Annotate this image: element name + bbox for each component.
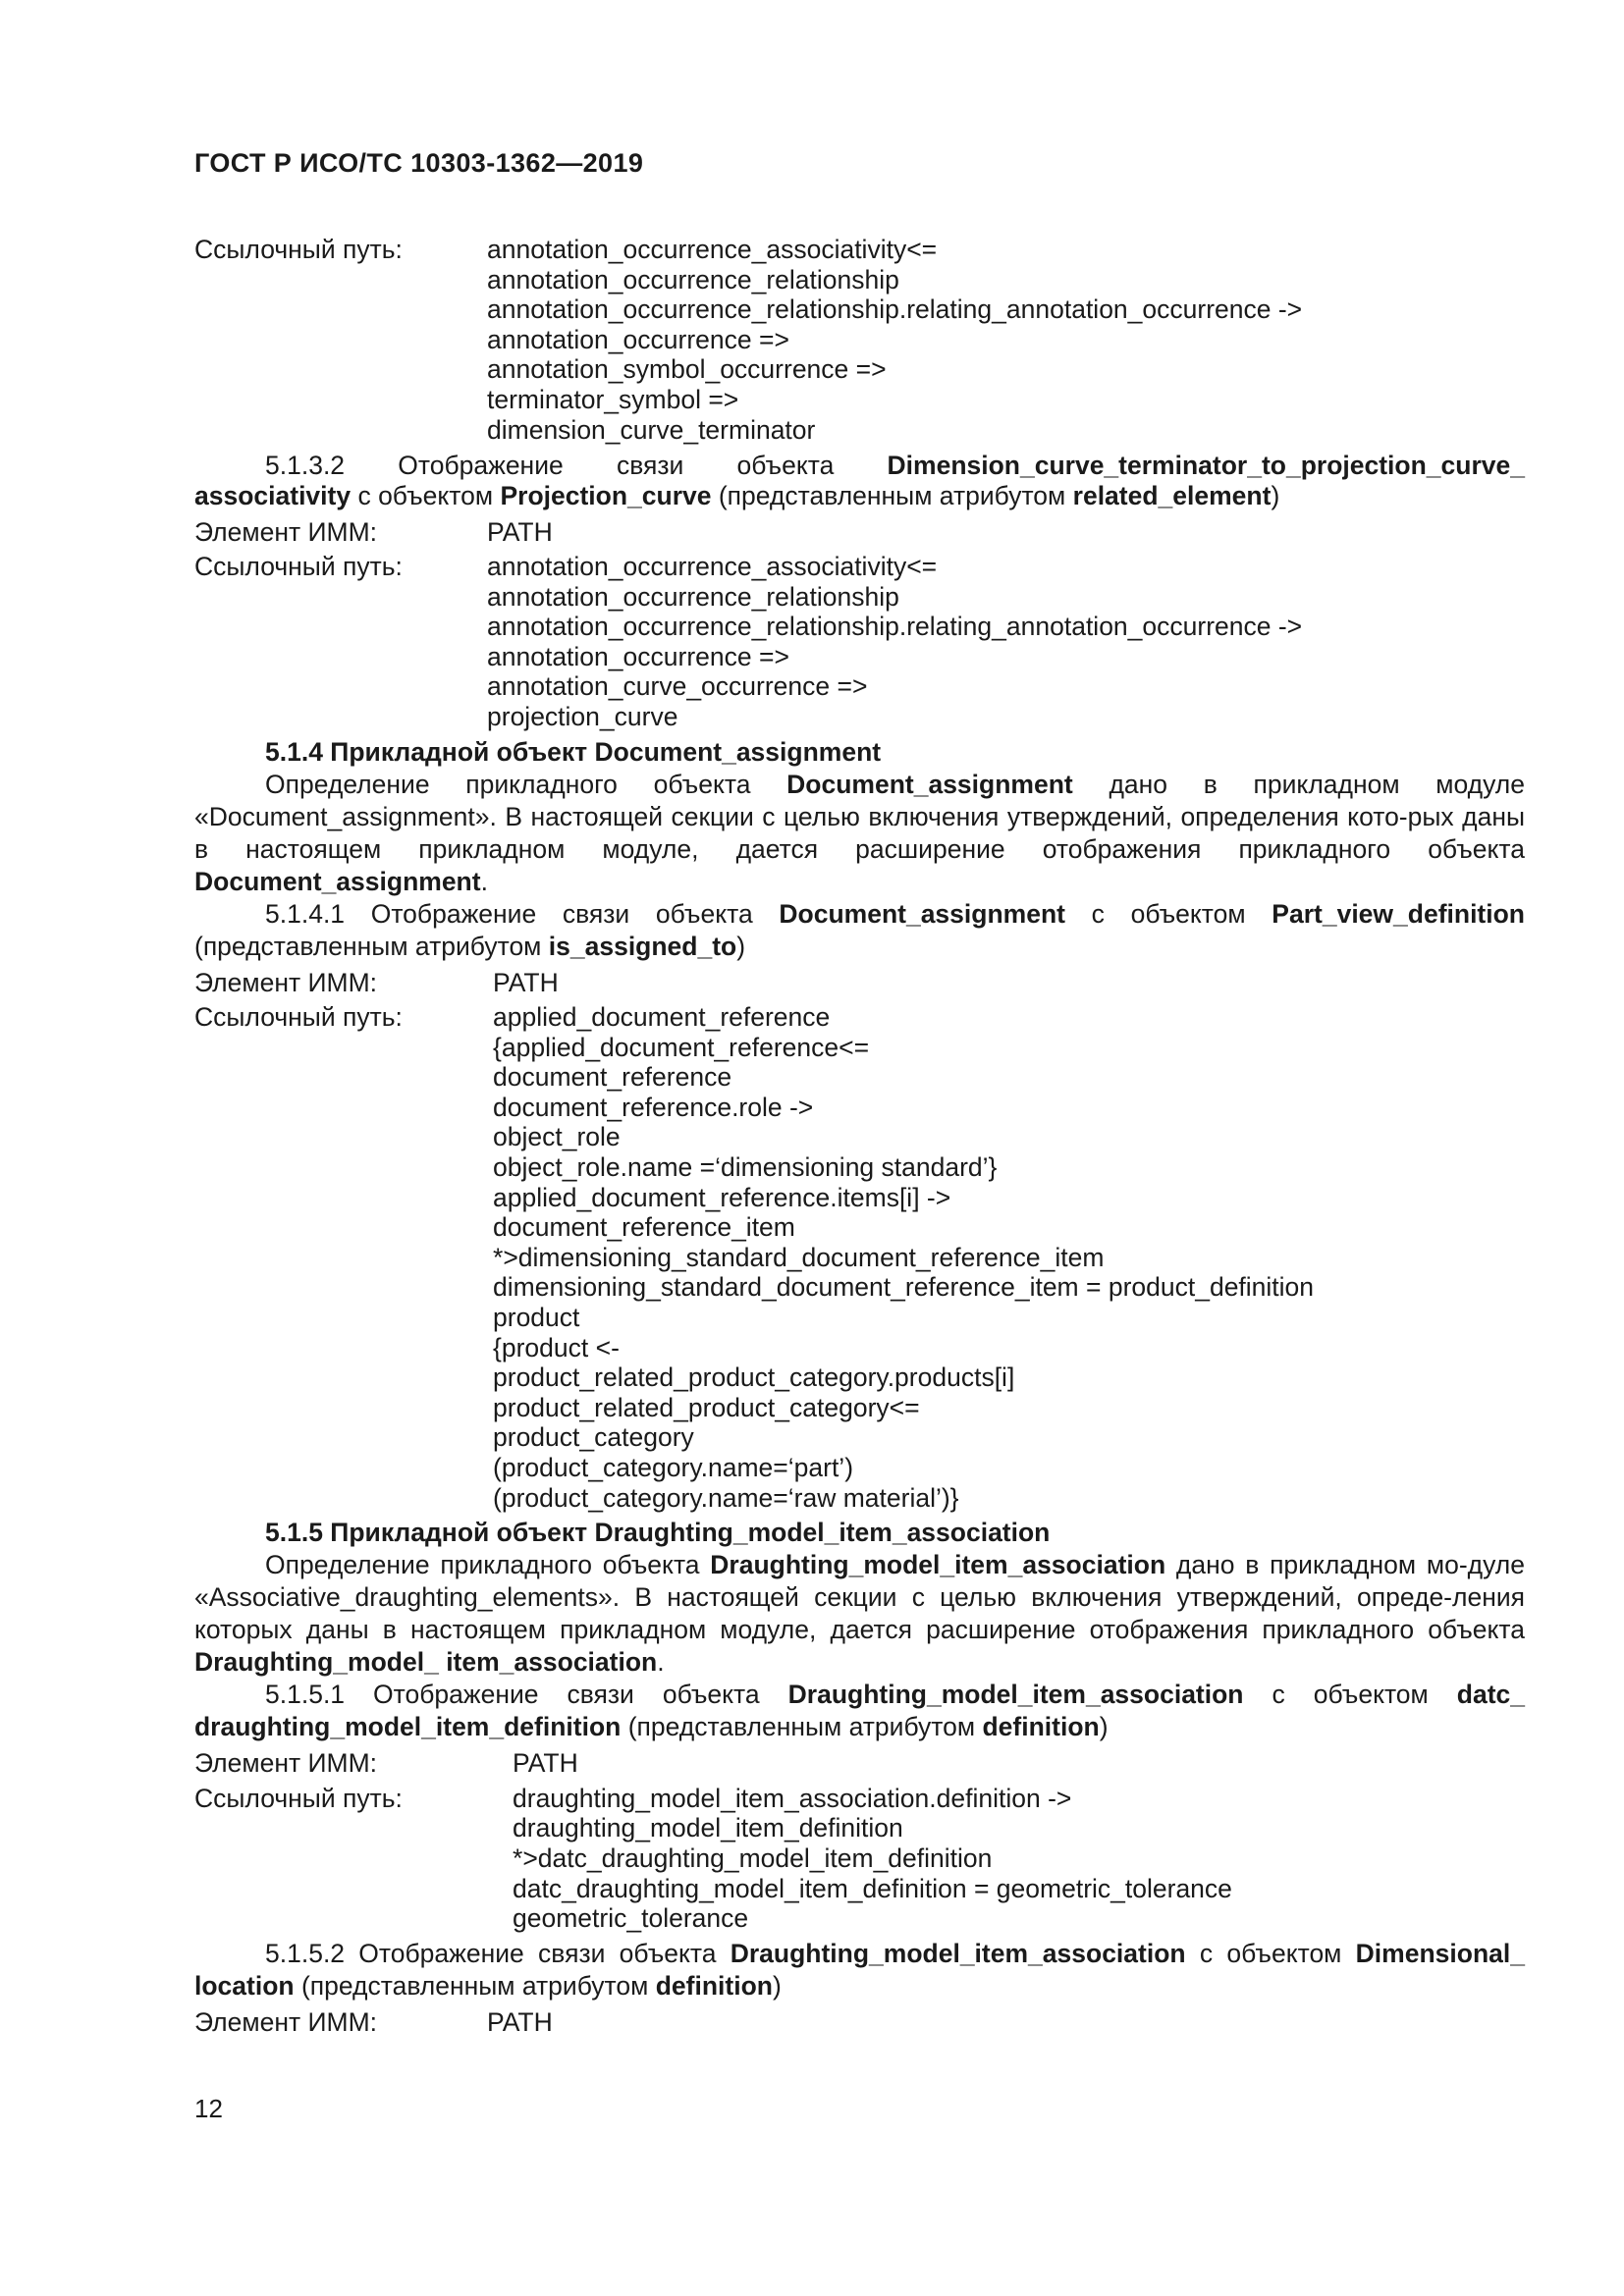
ref-path-label: Ссылочный путь:: [194, 551, 403, 581]
ref-path-lines: [493, 1002, 1314, 1513]
imm-element-label: Элемент ИММ:: [194, 967, 378, 997]
ref-path-lines: [487, 235, 1302, 445]
imm-element-field: [194, 2007, 1525, 2038]
document-body: [194, 0, 1525, 2037]
page-number: 12: [194, 2094, 223, 2123]
path-line: product: [493, 1303, 580, 1333]
path-line: annotation_occurrence =>: [487, 324, 789, 354]
path-line: annotation_occurrence =>: [487, 641, 789, 671]
imm-element-label: Элемент ИММ:: [194, 517, 378, 548]
clause-number: 5.1.3.2: [265, 451, 346, 481]
clause-5-1-5-1: 5.1.5.1 Отображение связи объекта Draughting_model_item_association с объектом datc_ draughting_model_item_definition (представленным атрибутом definition): [194, 1680, 1525, 1742]
imm-element-value: PATH: [513, 1748, 578, 1779]
path-line: object_role.name =‘dimensioning standard’}: [493, 1152, 998, 1183]
path-line: terminator_symbol =>: [487, 384, 739, 414]
path-line: annotation_symbol_occurrence =>: [487, 354, 887, 385]
clause-5-1-5-2: 5.1.5.2 Отображение связи объекта Draughting_model_item_association с объектом Dimensional_ location (представленным атрибутом definition): [194, 1938, 1525, 2001]
path-line: annotation_occurrence_relationship: [487, 264, 899, 294]
paragraph: Определение прикладного объекта Draughting_model_item_association дано в прикладном мо-дуле «Associative_draughting_elements». В настоящей секции с целью включения утверждений, опреде-ления которых даны в настоящем прикладном модуле, дается расширение отображения прикладного объекта Draughting_model_ item_association.: [194, 1550, 1525, 1678]
ref-path-field: [194, 1002, 1525, 1513]
path-line: product_category: [493, 1422, 694, 1453]
path-line: document_reference.role ->: [493, 1092, 814, 1122]
path-line: *>datc_draughting_model_item_definition: [513, 1842, 993, 1873]
clause-5-1-3-2: [194, 451, 1525, 510]
clause-5-1-4-1: 5.1.4.1 Отображение связи объекта Document_assignment с объектом Part_view_definition (представленным атрибутом is_assigned_to): [194, 898, 1525, 961]
imm-element-label: Элемент ИММ:: [194, 2006, 378, 2037]
ref-path-field: [194, 235, 1525, 445]
ref-path-label: Ссылочный путь:: [194, 1783, 403, 1813]
imm-element-field: [194, 968, 1525, 998]
ref-path-lines: [487, 552, 1302, 732]
ref-path-field: [194, 1784, 1525, 1934]
path-line: {product <-: [493, 1332, 620, 1362]
clause-line-1: 5.1.3.2 Отображение связи объекта Dimension_curve_terminator_to_projection_curve_: [265, 451, 1525, 481]
path-line: annotation_occurrence_relationship.relating_annotation_occurrence ->: [487, 294, 1303, 325]
path-line: annotation_occurrence_associativity<=: [487, 551, 938, 581]
path-line: (product_category.name=‘raw material’)}: [493, 1482, 959, 1513]
path-line: (product_category.name=‘part’): [493, 1453, 854, 1482]
ref-path-label: Ссылочный путь:: [194, 1002, 403, 1033]
imm-element-value: PATH: [487, 517, 553, 548]
imm-element-value: PATH: [487, 2006, 553, 2037]
path-line: applied_document_reference: [493, 1002, 831, 1033]
section-heading-5-1-4: 5.1.4 Прикладной объект Document_assignment: [265, 736, 882, 767]
path-line: projection_curve: [487, 701, 678, 731]
imm-element-field: [194, 517, 1525, 548]
path-line: document_reference: [493, 1062, 732, 1093]
path-line: draughting_model_item_definition: [513, 1813, 903, 1843]
path-line: annotation_occurrence_relationship: [487, 581, 899, 612]
path-line: *>dimensioning_standard_document_reference_item: [493, 1242, 1105, 1272]
imm-element-field: [194, 1748, 1525, 1779]
entity-name: Dimension_curve_terminator_to_projection_curve_: [887, 451, 1525, 481]
path-line: product_related_product_category.products[i]: [493, 1362, 1015, 1393]
path-line: dimension_curve_terminator: [487, 414, 816, 445]
clause-line-2: associativity с объектом Projection_curve (представленным атрибутом related_element): [194, 480, 1280, 510]
paragraph: Определение прикладного объекта Document_assignment дано в прикладном модуле «Document_assignment». В настоящей секции с целью включения утверждений, определения кото-рых даны в настоящем прикладном модуле, дается расширение отображения прикладного объекта Document_assignment.: [194, 769, 1525, 896]
imm-element-label: Элемент ИММ:: [194, 1748, 378, 1779]
path-line: annotation_occurrence_relationship.relating_annotation_occurrence ->: [487, 612, 1303, 642]
path-line: datc_draughting_model_item_definition = geometric_tolerance: [513, 1873, 1232, 1903]
path-line: annotation_occurrence_associativity<=: [487, 235, 938, 264]
path-line: draughting_model_item_association.definition ->: [513, 1783, 1072, 1813]
ref-path-lines: [513, 1784, 1232, 1934]
path-line: {applied_document_reference<=: [493, 1032, 870, 1062]
path-line: product_related_product_category<=: [493, 1392, 920, 1422]
document-header: ГОСТ Р ИСО/ТС 10303-1362—2019: [194, 148, 644, 178]
ref-path-label: Ссылочный путь:: [194, 235, 403, 264]
path-line: document_reference_item: [493, 1212, 795, 1243]
path-line: geometric_tolerance: [513, 1903, 749, 1934]
path-line: dimensioning_standard_document_reference_item = product_definition: [493, 1272, 1315, 1303]
ref-path-field: [194, 552, 1525, 732]
section-heading-5-1-5: 5.1.5 Прикладной объект Draughting_model_item_association: [265, 1518, 1051, 1548]
path-line: annotation_curve_occurrence =>: [487, 671, 868, 702]
path-line: object_role: [493, 1122, 621, 1152]
imm-element-value: PATH: [493, 967, 559, 997]
path-line: applied_document_reference.items[i] ->: [493, 1182, 951, 1212]
